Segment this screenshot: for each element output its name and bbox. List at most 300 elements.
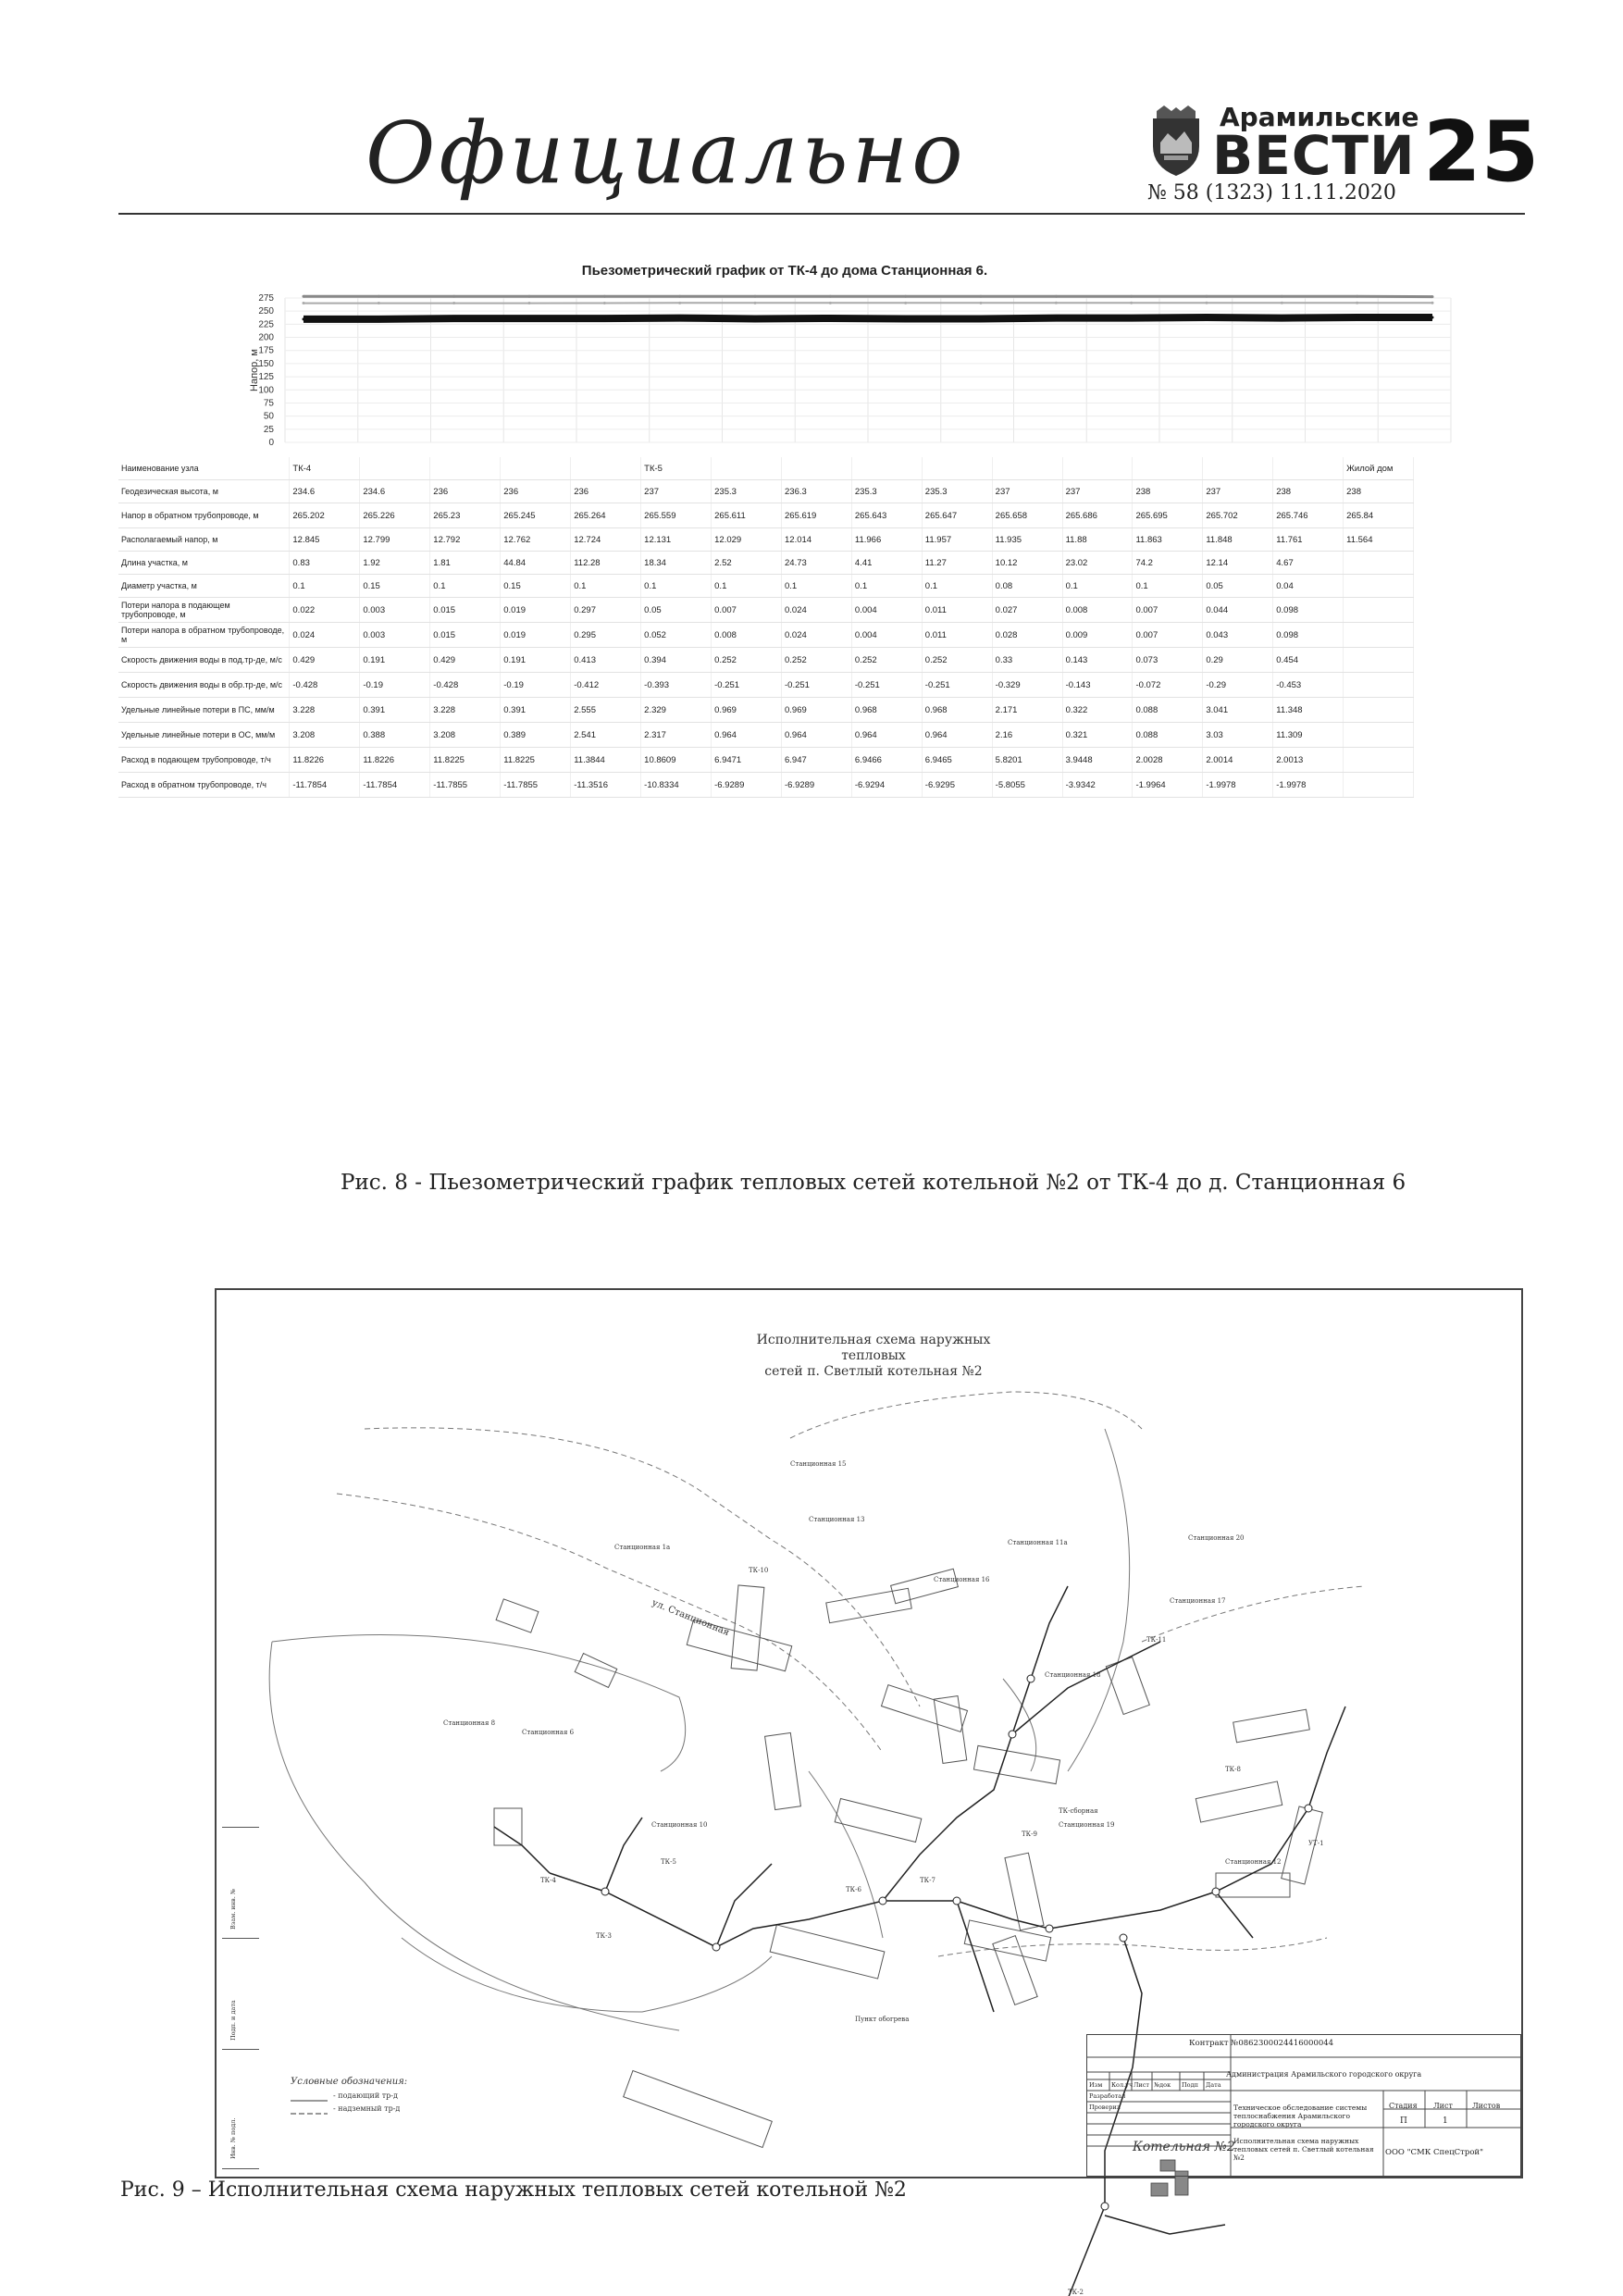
scheme-label: Пункт обогрева xyxy=(855,2016,910,2023)
table-cell: 3.9448 xyxy=(1062,748,1133,773)
data-point xyxy=(1130,295,1133,298)
table-cell: 0.969 xyxy=(712,698,782,723)
boiler-label: Котельная №2 xyxy=(1133,2140,1235,2154)
table-cell: -11.7854 xyxy=(360,773,430,798)
scheme-label: Станционная 8 xyxy=(443,1719,496,1727)
table-cell: 74.2 xyxy=(1133,552,1203,575)
table-cell: -0.428 xyxy=(290,673,360,698)
y-tick-label: 75 xyxy=(263,398,274,409)
table-cell xyxy=(712,457,782,480)
table-cell xyxy=(1344,648,1414,673)
table-cell: 12.131 xyxy=(641,528,712,552)
page-number: 25 xyxy=(1423,104,1540,201)
table-cell: 2.329 xyxy=(641,698,712,723)
table-cell: 0.1 xyxy=(782,575,852,598)
table-cell: 12.762 xyxy=(501,528,571,552)
table-row xyxy=(118,648,1414,673)
newspaper-name-main: ВЕСТИ xyxy=(1212,124,1416,187)
data-point xyxy=(303,295,305,298)
table-cell: 6.9471 xyxy=(712,748,782,773)
scheme-label: Станционная 1а xyxy=(614,1544,671,1551)
table-cell: 4.67 xyxy=(1273,552,1344,575)
stamp-sheets-header: Листов xyxy=(1472,2102,1501,2110)
table-cell: 2.52 xyxy=(712,552,782,575)
table-row xyxy=(118,623,1414,648)
table-cell xyxy=(1344,623,1414,648)
stamp-col-podp: Подп xyxy=(1182,2081,1198,2089)
scheme-label: ТК-4 xyxy=(540,1877,556,1884)
stamp-razrab: Разработал xyxy=(1089,2092,1126,2100)
table-cell: 2.171 xyxy=(992,698,1062,723)
table-cell: 265.23 xyxy=(430,503,501,528)
stamp-stage-header: Стадия xyxy=(1389,2102,1418,2110)
table-cell: 6.9466 xyxy=(851,748,922,773)
table-cell: 0.252 xyxy=(712,648,782,673)
table-cell: 0.024 xyxy=(782,598,852,623)
table-cell: 11.564 xyxy=(1344,528,1414,552)
table-cell: -0.251 xyxy=(851,673,922,698)
table-cell: 265.619 xyxy=(782,503,852,528)
row-label: Длина участка, м xyxy=(118,552,290,575)
table-cell xyxy=(1062,457,1133,480)
table-cell: 0.252 xyxy=(851,648,922,673)
table-cell: 0.33 xyxy=(992,648,1062,673)
legend-title: Условные обозначения: xyxy=(291,2077,408,2087)
table-cell: 0.011 xyxy=(922,623,992,648)
table-cell xyxy=(1203,457,1273,480)
row-label: Скорость движения воды в под.тр-де, м/с xyxy=(118,648,290,673)
table-cell xyxy=(430,457,501,480)
row-label: Потери напора в подающем трубопроводе, м xyxy=(118,598,290,623)
scheme-label: Станционная 20 xyxy=(1188,1534,1245,1542)
table-cell: 12.014 xyxy=(782,528,852,552)
table-row xyxy=(118,457,1414,480)
table-cell: -10.8334 xyxy=(641,773,712,798)
series-line xyxy=(304,317,1432,319)
data-point xyxy=(1431,302,1434,304)
table-cell: -1.9978 xyxy=(1203,773,1273,798)
section-title: Официально xyxy=(365,104,967,203)
table-row xyxy=(118,503,1414,528)
stamp-col-kol: Кол.уч xyxy=(1111,2081,1134,2089)
table-cell: 0.019 xyxy=(501,598,571,623)
legend-supply: - подающий тр-д xyxy=(333,2091,398,2100)
table-cell: 0.003 xyxy=(360,623,430,648)
table-cell: 1.81 xyxy=(430,552,501,575)
table-cell: 11.8225 xyxy=(430,748,501,773)
data-point xyxy=(603,295,606,298)
table-cell: 265.264 xyxy=(571,503,641,528)
side-stamp-strip xyxy=(222,1827,259,2169)
issue-number: № 58 (1323) 11.11.2020 xyxy=(1147,181,1396,205)
y-tick-label: 275 xyxy=(258,293,274,304)
table-cell: 238 xyxy=(1344,480,1414,503)
table-cell: 238 xyxy=(1273,480,1344,503)
scheme-label: ТК-6 xyxy=(846,1886,861,1893)
table-cell xyxy=(571,457,641,480)
coat-of-arms-icon xyxy=(1147,105,1205,178)
table-cell: 3.208 xyxy=(290,723,360,748)
data-point xyxy=(1206,295,1208,298)
table-cell: 11.309 xyxy=(1273,723,1344,748)
table-cell: 0.1 xyxy=(430,575,501,598)
piezometric-table xyxy=(118,457,1414,798)
table-cell: 0.088 xyxy=(1133,723,1203,748)
table-cell: 0.964 xyxy=(712,723,782,748)
data-point xyxy=(378,295,380,298)
table-cell: 0.1 xyxy=(712,575,782,598)
table-cell: 0.009 xyxy=(1062,623,1133,648)
table-cell: 0.1 xyxy=(1062,575,1133,598)
data-point xyxy=(678,316,681,319)
table-cell xyxy=(1344,673,1414,698)
table-cell: -11.3516 xyxy=(571,773,641,798)
table-cell: -0.143 xyxy=(1062,673,1133,698)
table-cell: 24.73 xyxy=(782,552,852,575)
table-cell: -0.19 xyxy=(360,673,430,698)
data-point xyxy=(1206,302,1208,304)
table-cell: -0.072 xyxy=(1133,673,1203,698)
data-point xyxy=(603,317,606,320)
table-row xyxy=(118,748,1414,773)
table-cell: 0.969 xyxy=(782,698,852,723)
y-tick-label: 25 xyxy=(263,424,274,435)
table-cell xyxy=(992,457,1062,480)
scheme-label: ТК-9 xyxy=(1022,1831,1037,1838)
stamp-admin: Администрация Арамильского городского округа xyxy=(1226,2070,1422,2079)
row-label: Располагаемый напор, м xyxy=(118,528,290,552)
table-cell: 0.191 xyxy=(501,648,571,673)
piezometric-chart-figure xyxy=(118,250,1451,790)
table-row xyxy=(118,698,1414,723)
newspaper-name-top: Арамильские xyxy=(1220,102,1419,132)
stamp-proveril: Проверил xyxy=(1089,2104,1121,2111)
table-cell: -0.251 xyxy=(782,673,852,698)
data-point xyxy=(528,317,531,320)
table-cell: 11.957 xyxy=(922,528,992,552)
row-label: Напор в обратном трубопроводе, м xyxy=(118,503,290,528)
table-cell: 265.559 xyxy=(641,503,712,528)
y-tick-label: 100 xyxy=(258,385,274,396)
scheme-label: Станционная 18 xyxy=(1045,1671,1101,1679)
table-cell: 0.098 xyxy=(1273,598,1344,623)
table-cell: -3.9342 xyxy=(1062,773,1133,798)
table-cell: 0.191 xyxy=(360,648,430,673)
table-cell: 0.964 xyxy=(851,723,922,748)
scheme-label: УТ-1 xyxy=(1308,1840,1324,1847)
table-cell: 236 xyxy=(571,480,641,503)
table-cell: 0.073 xyxy=(1133,648,1203,673)
scheme-label: ТК-3 xyxy=(596,1932,612,1940)
table-cell: -0.412 xyxy=(571,673,641,698)
data-point xyxy=(678,295,681,298)
table-cell: 0.1 xyxy=(571,575,641,598)
table-cell: 0.15 xyxy=(360,575,430,598)
table-cell: 0.019 xyxy=(501,623,571,648)
table-cell: 2.0014 xyxy=(1203,748,1273,773)
table-cell: 0.011 xyxy=(922,598,992,623)
table-cell: 0.429 xyxy=(290,648,360,673)
table-cell xyxy=(1344,723,1414,748)
y-tick-label: 200 xyxy=(258,332,274,343)
row-label: Наименование узла xyxy=(118,457,290,480)
table-cell: 1.92 xyxy=(360,552,430,575)
table-cell: 3.041 xyxy=(1203,698,1273,723)
table-cell: 11.8226 xyxy=(360,748,430,773)
table-cell: 235.3 xyxy=(712,480,782,503)
scheme-label: ТК-7 xyxy=(920,1877,935,1884)
table-cell: 0.413 xyxy=(571,648,641,673)
data-point xyxy=(1356,302,1358,304)
table-cell: 18.34 xyxy=(641,552,712,575)
table-cell: 12.029 xyxy=(712,528,782,552)
row-label: Расход в подающем трубопроводе, т/ч xyxy=(118,748,290,773)
table-cell: 236 xyxy=(430,480,501,503)
table-cell: 2.317 xyxy=(641,723,712,748)
data-point xyxy=(1281,302,1283,304)
y-tick-label: 50 xyxy=(263,411,274,422)
table-cell: 12.799 xyxy=(360,528,430,552)
table-cell: 3.228 xyxy=(290,698,360,723)
table-cell: 0.394 xyxy=(641,648,712,673)
table-cell: 10.12 xyxy=(992,552,1062,575)
scheme-label: Станционная 6 xyxy=(522,1729,575,1736)
data-point xyxy=(904,302,907,304)
table-cell: 0.391 xyxy=(501,698,571,723)
row-label: Скорость движения воды в обр.тр-де, м/с xyxy=(118,673,290,698)
table-cell: -0.453 xyxy=(1273,673,1344,698)
table-cell: 235.3 xyxy=(922,480,992,503)
stamp-contract: Контракт №0862300024416000044 xyxy=(1189,2039,1334,2048)
table-cell: -6.9289 xyxy=(782,773,852,798)
row-label: Потери напора в обратном трубопроводе, м xyxy=(118,623,290,648)
scheme-label: ТК-2 xyxy=(1068,2289,1084,2296)
table-cell xyxy=(1273,457,1344,480)
figure-8-caption: Рис. 8 - Пьезометрический график тепловых сетей котельной №2 от ТК-4 до д. Станционная 6 xyxy=(341,1171,1406,1195)
side-cell xyxy=(222,1938,259,2050)
data-point xyxy=(528,302,531,304)
table-cell: 0.454 xyxy=(1273,648,1344,673)
table-cell: 3.03 xyxy=(1203,723,1273,748)
table-cell: 265.643 xyxy=(851,503,922,528)
table-cell: 0.098 xyxy=(1273,623,1344,648)
table-cell: -0.251 xyxy=(922,673,992,698)
table-cell: -0.428 xyxy=(430,673,501,698)
y-tick-label: 250 xyxy=(258,306,274,317)
piezometric-chart xyxy=(118,250,1451,463)
table-cell: 0.322 xyxy=(1062,698,1133,723)
stamp-col-data: Дата xyxy=(1206,2081,1221,2089)
data-point xyxy=(378,302,380,304)
table-cell: 0.964 xyxy=(782,723,852,748)
table-cell: 0.024 xyxy=(782,623,852,648)
stamp-sheet: 1 xyxy=(1443,2116,1448,2126)
table-cell: 236 xyxy=(501,480,571,503)
table-cell: 0.007 xyxy=(712,598,782,623)
data-point xyxy=(829,295,832,298)
y-tick-label: 225 xyxy=(258,319,274,330)
y-tick-label: 150 xyxy=(258,358,274,369)
data-point xyxy=(1431,295,1434,298)
scheme-label: Станционная 17 xyxy=(1170,1597,1226,1605)
scheme-label: Станционная 12 xyxy=(1225,1858,1282,1866)
table-cell: 11.88 xyxy=(1062,528,1133,552)
table-cell xyxy=(360,457,430,480)
table-cell: 12.724 xyxy=(571,528,641,552)
table-row xyxy=(118,480,1414,503)
table-cell: 2.555 xyxy=(571,698,641,723)
table-cell: -0.251 xyxy=(712,673,782,698)
table-cell: 0.1 xyxy=(922,575,992,598)
table-cell: 0.295 xyxy=(571,623,641,648)
table-cell: 0.143 xyxy=(1062,648,1133,673)
data-point xyxy=(754,317,757,320)
table-row xyxy=(118,773,1414,798)
side-label: Взам. инв. № xyxy=(229,1889,237,1930)
table-cell: 235.3 xyxy=(851,480,922,503)
table-cell: ТК-5 xyxy=(641,457,712,480)
data-point xyxy=(980,302,983,304)
data-point xyxy=(678,302,681,304)
data-point xyxy=(1431,316,1434,318)
table-cell: 238 xyxy=(1133,480,1203,503)
table-cell: 112.28 xyxy=(571,552,641,575)
table-cell: 10.8609 xyxy=(641,748,712,773)
table-cell xyxy=(501,457,571,480)
table-cell: 0.043 xyxy=(1203,623,1273,648)
table-cell: 0.004 xyxy=(851,598,922,623)
table-cell: 265.658 xyxy=(992,503,1062,528)
table-cell: -1.9964 xyxy=(1133,773,1203,798)
table-cell: 265.746 xyxy=(1273,503,1344,528)
data-point xyxy=(754,295,757,298)
y-tick-label: 125 xyxy=(258,372,274,383)
table-cell: 6.947 xyxy=(782,748,852,773)
table-cell: 0.1 xyxy=(641,575,712,598)
table-cell: 0.007 xyxy=(1133,623,1203,648)
table-row xyxy=(118,723,1414,748)
scheme-label: Станционная 19 xyxy=(1059,1821,1115,1829)
table-cell: 11.848 xyxy=(1203,528,1273,552)
table-cell: -11.7855 xyxy=(430,773,501,798)
scheme-label: ТК-сборная xyxy=(1059,1807,1098,1815)
table-cell: Жилой дом xyxy=(1344,457,1414,480)
chart-title: Пьезометрический график от ТК-4 до дома Станционная 6. xyxy=(581,263,988,279)
table-cell xyxy=(1133,457,1203,480)
table-cell: 3.228 xyxy=(430,698,501,723)
row-label: Расход в обратном трубопроводе, т/ч xyxy=(118,773,290,798)
table-cell: 0.028 xyxy=(992,623,1062,648)
table-cell: 0.008 xyxy=(712,623,782,648)
table-cell xyxy=(1344,698,1414,723)
data-point xyxy=(452,295,455,298)
table-cell xyxy=(1344,552,1414,575)
table-cell: 0.04 xyxy=(1273,575,1344,598)
y-tick-label: 175 xyxy=(258,345,274,356)
table-cell xyxy=(1344,598,1414,623)
table-cell xyxy=(922,457,992,480)
data-point xyxy=(1356,295,1358,298)
table-cell: 6.9465 xyxy=(922,748,992,773)
table-cell: 0.297 xyxy=(571,598,641,623)
table-cell: 0.389 xyxy=(501,723,571,748)
table-cell: 3.208 xyxy=(430,723,501,748)
data-point xyxy=(528,295,531,298)
data-point xyxy=(1055,295,1058,298)
table-cell: 265.702 xyxy=(1203,503,1273,528)
table-cell: 265.611 xyxy=(712,503,782,528)
data-point xyxy=(829,302,832,304)
scheme-label: Станционная 16 xyxy=(934,1576,990,1583)
table-cell xyxy=(851,457,922,480)
table-cell: 2.0028 xyxy=(1133,748,1203,773)
table-cell: 0.1 xyxy=(290,575,360,598)
table-cell: 0.022 xyxy=(290,598,360,623)
data-point xyxy=(904,295,907,298)
table-cell: 265.202 xyxy=(290,503,360,528)
y-axis-label: Напор, м xyxy=(249,349,260,391)
table-cell xyxy=(782,457,852,480)
table-cell: 0.08 xyxy=(992,575,1062,598)
table-cell: 0.968 xyxy=(922,698,992,723)
stamp-title-2: Исполнительная схема наружных тепловых сетей п. Светлый котельная №2 xyxy=(1233,2137,1374,2162)
table-cell: 12.792 xyxy=(430,528,501,552)
table-cell: 0.027 xyxy=(992,598,1062,623)
table-cell: 0.968 xyxy=(851,698,922,723)
legend-return: - надземный тр-д xyxy=(333,2104,401,2113)
table-cell: 11.3844 xyxy=(571,748,641,773)
table-cell: -6.9294 xyxy=(851,773,922,798)
scheme-title-line1: Исполнительная схема наружных тепловых xyxy=(756,1333,991,1363)
table-cell: 265.686 xyxy=(1062,503,1133,528)
table-cell: 11.8226 xyxy=(290,748,360,773)
table-cell: 11.966 xyxy=(851,528,922,552)
data-point xyxy=(1356,316,1358,318)
table-row xyxy=(118,598,1414,623)
table-row xyxy=(118,528,1414,552)
stamp-col-izm: Изм xyxy=(1089,2081,1103,2089)
table-cell: 237 xyxy=(1062,480,1133,503)
data-point xyxy=(452,302,455,304)
data-point xyxy=(1055,316,1058,319)
table-cell: 0.429 xyxy=(430,648,501,673)
header-rule xyxy=(118,213,1525,215)
table-cell: -11.7854 xyxy=(290,773,360,798)
scheme-label: ТК-11 xyxy=(1146,1636,1167,1644)
data-point xyxy=(303,302,305,304)
table-cell: 0.15 xyxy=(501,575,571,598)
row-label: Удельные линейные потери в ПС, мм/м xyxy=(118,698,290,723)
row-label: Диаметр участка, м xyxy=(118,575,290,598)
y-tick-label: 0 xyxy=(268,438,274,448)
table-row xyxy=(118,552,1414,575)
table-row xyxy=(118,673,1414,698)
table-cell: 0.004 xyxy=(851,623,922,648)
table-cell: 0.252 xyxy=(922,648,992,673)
data-point xyxy=(452,317,455,320)
table-cell: 0.015 xyxy=(430,623,501,648)
table-cell: 11.761 xyxy=(1273,528,1344,552)
data-point xyxy=(754,302,757,304)
data-point xyxy=(1206,316,1208,318)
table-cell: -0.393 xyxy=(641,673,712,698)
stamp-col-list: Лист xyxy=(1134,2081,1149,2089)
table-cell: 237 xyxy=(1203,480,1273,503)
data-point xyxy=(1281,295,1283,298)
table-cell: 0.05 xyxy=(1203,575,1273,598)
table-cell: ТК-4 xyxy=(290,457,360,480)
scheme-label: ТК-8 xyxy=(1225,1766,1241,1773)
